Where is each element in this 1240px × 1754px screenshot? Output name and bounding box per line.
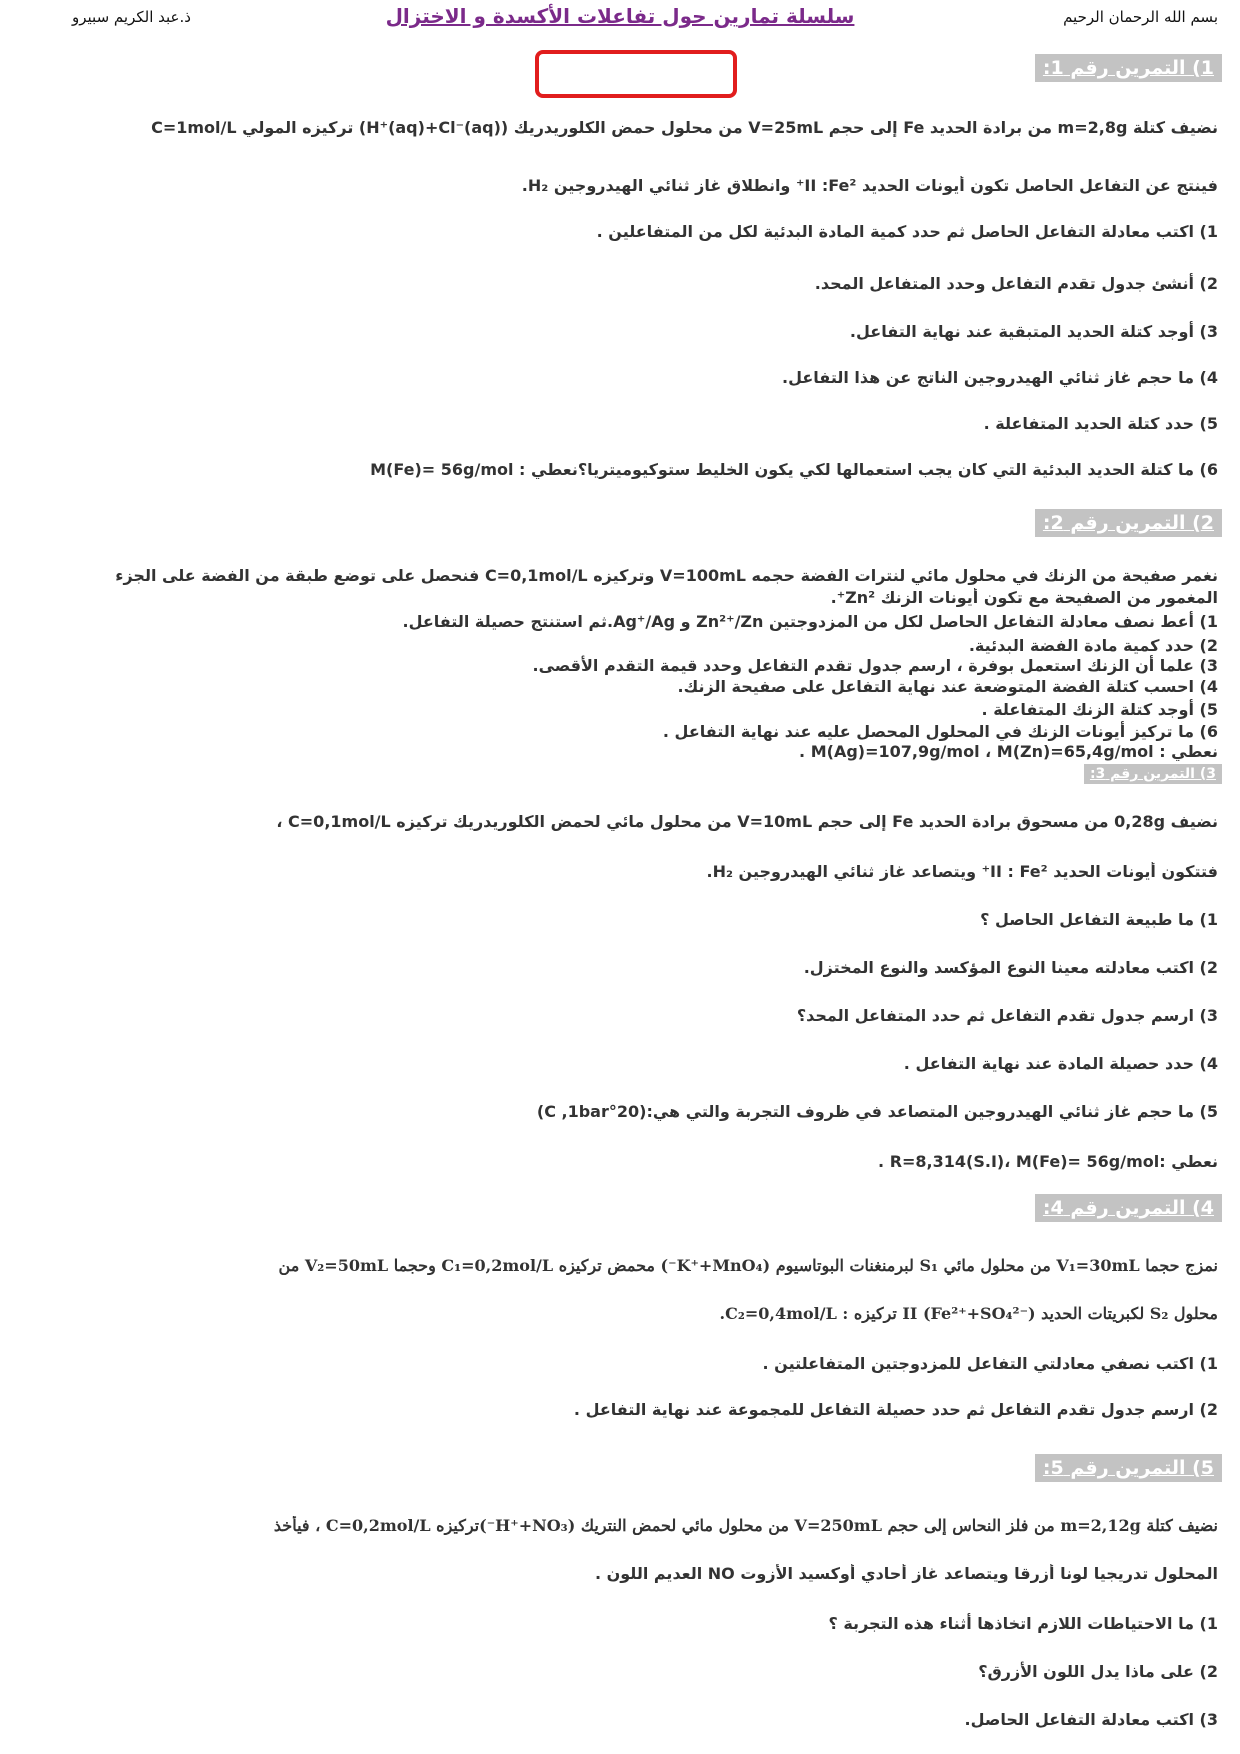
ex1-question-4: 4) ما حجم غاز ثنائي الهيدروجين الناتج عن هذا التفاعل. (782, 368, 1218, 387)
ex3-question-5: 5) ما حجم غاز ثنائي الهيدروجين المتصاعد في ظروف التجربة والتي هي:(20°C ,1bar) (536, 1102, 1218, 1121)
header-teacher: ذ.عبد الكريم سبيرو (72, 8, 191, 26)
ex3-question-4: 4) حدد حصيلة المادة عند نهاية التفاعل . (903, 1054, 1218, 1073)
ex4-question-2: 2) ارسم جدول تقدم التفاعل ثم حدد حصيلة التفاعل للمجموعة عند نهاية التفاعل . (573, 1400, 1218, 1419)
ex4-intro-line-1: نمزج حجما V₁=30mL من محلول مائي S₁ لبرمنغنات البوتاسيوم (K⁺+MnO₄⁻) محمض تركيزه C₁=0,2mol/L وحجما V₂=50mL من (278, 1256, 1218, 1275)
header-basmala: بسم الله الرحمان الرحيم (1063, 8, 1218, 26)
ex1-question-5: 5) حدد كتلة الحديد المتفاعلة . (983, 414, 1218, 433)
exercise-5-label: 5) التمرين رقم 5: (1035, 1454, 1222, 1482)
ex2-question-3: 3) علما أن الزنك استعمل بوفرة ، ارسم جدول تقدم التفاعل وحدد قيمة التقدم الأقصى. (532, 656, 1218, 675)
ex1-question-3: 3) أوجد كتلة الحديد المتبقية عند نهاية التفاعل. (849, 322, 1218, 341)
ex3-question-3: 3) ارسم جدول تقدم التفاعل ثم حدد المتفاعل المحد؟ (796, 1006, 1218, 1025)
ex5-question-1: 1) ما الاحتياطات اللازم اتخاذها أثناء هذه التجربة ؟ (828, 1614, 1218, 1633)
ex1-question-6: 6) ما كتلة الحديد البدئية التي كان يجب استعمالها لكي يكون الخليط ستوكيوميتريا؟نعطي : M(Fe)= 56g/mol (370, 460, 1218, 479)
ex5-intro-line-1: نضيف كتلة m=2,12g من فلز النحاس إلى حجم V=250mL من محلول مائي لحمض النتريك (H⁺+NO₃⁻)تركيزه C=0,2mol/L ، فيأخذ (273, 1516, 1218, 1535)
ex2-question-2: 2) حدد كمية مادة الفضة البدئية. (968, 636, 1218, 655)
ex2-question-4: 4) احسب كتلة الفضة المتوضعة عند نهاية التفاعل على صفيحة الزنك. (677, 677, 1218, 696)
ex4-question-1: 1) اكتب نصفي معادلتي التفاعل للمزدوجتين المتفاعلتين . (762, 1354, 1218, 1373)
ex2-question-1: 1) أعط نصف معادلة التفاعل الحاصل لكل من المزدوجتين Zn²⁺/Zn و Ag⁺/Ag.ثم استنتج حصيلة التفاعل. (402, 612, 1218, 631)
ex5-question-2: 2) على ماذا يدل اللون الأزرق؟ (978, 1662, 1218, 1681)
ex2-intro-line-2: المغمور من الصفيحة مع تكون أيونات الزنك Zn²⁺. (830, 588, 1218, 607)
exercise-3-label: 3) التمرين رقم 3: (1084, 764, 1222, 784)
ex3-given-data: نعطي :R=8,314(S.I)، M(Fe)= 56g/mol . (878, 1152, 1218, 1171)
ex4-intro-line-2: محلول S₂ لكبريتات الحديد II (Fe²⁺+SO₄²⁻) تركيزه : C₂=0,4mol/L. (719, 1304, 1218, 1323)
ex1-question-1: 1) اكتب معادلة التفاعل الحاصل ثم حدد كمية المادة البدئية لكل من المتفاعلين . (596, 222, 1218, 241)
ex3-intro-line-2: فتتكون أيونات الحديد II : Fe²⁺ ويتصاعد غاز ثنائي الهيدروجين H₂. (706, 862, 1218, 881)
exercise-2-label: 2) التمرين رقم 2: (1035, 509, 1222, 537)
ex3-intro-line-1: نضيف 0,28g من مسحوق برادة الحديد Fe إلى حجم V=10mL من محلول مائي لحمض الكلوريدريك تركيزه C=0,1mol/L ، (276, 812, 1218, 831)
ex2-question-5: 5) أوجد كتلة الزنك المتفاعلة . (981, 700, 1218, 719)
red-highlight-box (535, 50, 737, 98)
ex1-intro-line-1: نضيف كتلة m=2,8g من برادة الحديد Fe إلى حجم V=25mL من محلول حمض الكلوريدريك (H⁺(aq)+Cl⁻(aq)) تركيزه المولي C=1mol/L (151, 118, 1218, 137)
ex1-intro-line-2: فينتج عن التفاعل الحاصل تكون أيونات الحديد II :Fe²⁺ وانطلاق غاز ثنائي الهيدروجين H₂. (521, 176, 1218, 195)
ex2-intro-line-1: نغمر صفيحة من الزنك في محلول مائي لنترات الفضة حجمه V=100mL وتركيزه C=0,1mol/L فنحصل على توضع طبقة من الفضة على الجزء (115, 566, 1218, 585)
ex5-intro-line-2: المحلول تدريجيا لونا أزرقا ويتصاعد غاز أحادي أوكسيد الأزوت NO العديم اللون . (594, 1564, 1218, 1583)
ex2-given-data: نعطي : M(Ag)=107,9g/mol ، M(Zn)=65,4g/mol . (799, 742, 1218, 761)
ex1-question-2: 2) أنشئ جدول تقدم التفاعل وحدد المتفاعل المحد. (814, 274, 1218, 293)
exercise-1-label: 1) التمرين رقم 1: (1035, 54, 1222, 82)
page-title: سلسلة تمارين حول تفاعلات الأكسدة و الاختزال (385, 4, 855, 28)
ex5-question-3: 3) اكتب معادلة التفاعل الحاصل. (964, 1710, 1218, 1729)
ex2-question-6: 6) ما تركيز أيونات الزنك في المحلول المحصل عليه عند نهاية التفاعل . (662, 722, 1218, 741)
ex3-question-2: 2) اكتب معادلته معينا النوع المؤكسد والنوع المختزل. (803, 958, 1218, 977)
ex3-question-1: 1) ما طبيعة التفاعل الحاصل ؟ (980, 910, 1218, 929)
exercise-4-label: 4) التمرين رقم 4: (1035, 1194, 1222, 1222)
